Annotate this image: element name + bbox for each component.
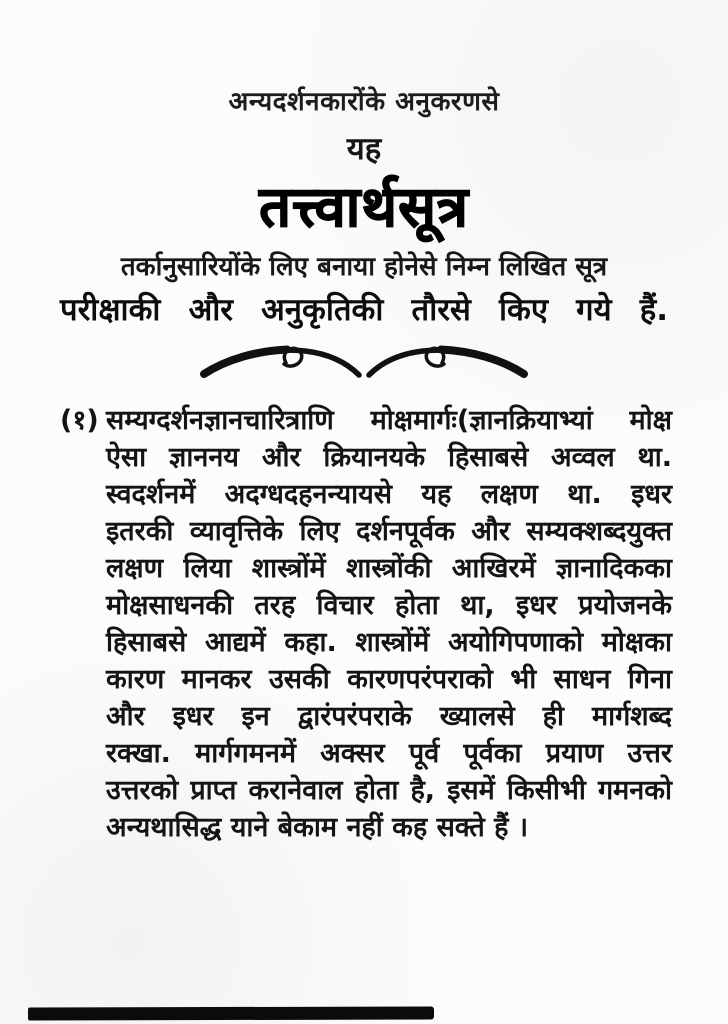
paragraph-line: मोक्षसाधनकी तरह विचार होता था, इधर प्रयोजनके bbox=[106, 590, 672, 621]
flourish-divider-icon bbox=[199, 342, 529, 390]
book-title: तत्त्वार्थसूत्र bbox=[259, 175, 469, 240]
paragraph-line: हिसाबसे आद्यमें कहा. शास्त्रोंमें अयोगिपणाको मोक्षका bbox=[106, 627, 672, 658]
scan-artifact-bar bbox=[28, 1006, 434, 1020]
emphasis-line: परीक्षाकी और अनुकृतिकी तौरसे किए गये हैं. bbox=[60, 292, 668, 328]
paragraph-line: लक्षण लिया शास्त्रोंमें शास्त्रोंकी आखिरमें ज्ञानादिकका bbox=[106, 553, 672, 584]
paragraph-line-text: सम्यग्दर्शनज्ञानचारित्राणि मोक्षमार्गः(ज्ञानक्रियाभ्यां मोक्ष bbox=[106, 405, 672, 436]
paragraph-line: रक्खा. मार्गगमनमें अक्सर पूर्व पूर्वका प्रयाण उत्तर bbox=[106, 738, 672, 769]
subtitle-word: यह bbox=[346, 131, 382, 167]
paragraph-line: ऐसा ज्ञाननय और क्रियानयके हिसाबसे अव्वल था. bbox=[106, 442, 672, 473]
paragraph-line: स्वदर्शनमें अदग्धदहनन्यायसे यह लक्षण था. इधर bbox=[106, 479, 672, 510]
paragraph-line: और इधर इन द्वारंपरंपराके ख्यालसे ही मार्गशब्द bbox=[106, 701, 672, 732]
paragraph-line: इतरकी व्यावृत्तिके लिए दर्शनपूर्वक और सम्यक्शब्दयुक्त bbox=[106, 516, 672, 547]
intro-line: तर्कानुसारियोंके लिए बनाया होनेसे निम्न लिखित सूत्र bbox=[120, 252, 608, 282]
paragraph-line: अन्यथासिद्ध याने बेकाम नहीं कह सक्ते हैं । bbox=[106, 812, 529, 843]
flourish-divider bbox=[0, 342, 728, 390]
paragraph-line bbox=[60, 402, 672, 439]
header-line: अन्यदर्शनकारोंके अनुकरणसे bbox=[228, 87, 500, 117]
paragraph-line: उत्तरको प्राप्त करानेवाल होता है, इसमें किसीभी गमनको bbox=[106, 775, 672, 806]
verse-number: (१) bbox=[60, 405, 99, 436]
paragraph bbox=[60, 402, 672, 846]
paragraph-line: कारण मानकर उसकी कारणपरंपराको भी साधन गिना bbox=[106, 664, 672, 695]
